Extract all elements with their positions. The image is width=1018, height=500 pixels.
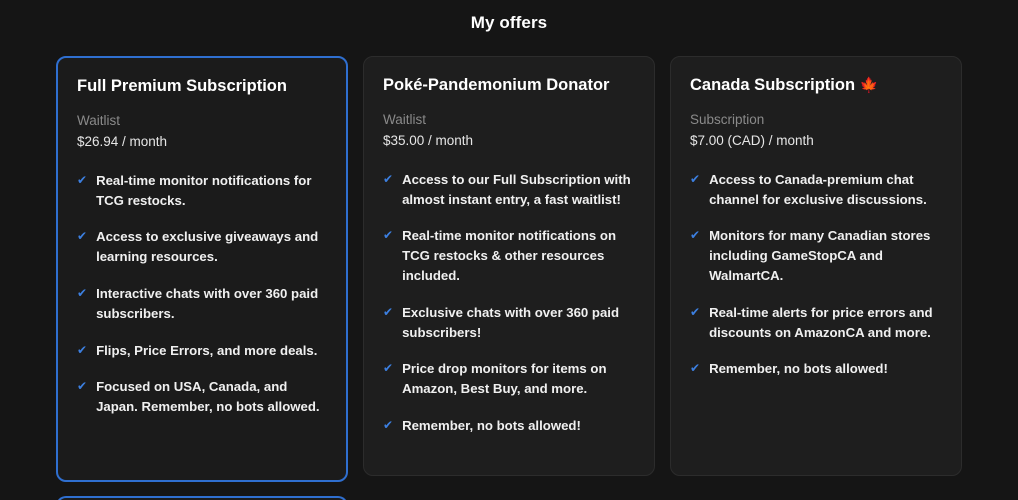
offer-price: $35.00 / month	[383, 132, 474, 148]
list-item	[383, 303, 635, 343]
offer-title-text: Full Premium Subscription	[77, 77, 287, 95]
offer-kind: Waitlist	[77, 112, 120, 128]
feature-text: Exclusive chats with over 360 paid subscribers!	[402, 304, 620, 340]
list-item	[77, 171, 327, 211]
offer-title	[383, 76, 635, 96]
list-item	[77, 377, 327, 417]
offer-card-full-premium-subscription[interactable]	[56, 56, 348, 482]
feature-text: Real-time alerts for price errors and discounts on AmazonCA and more.	[709, 304, 933, 340]
next-offer-card-peek[interactable]	[56, 496, 348, 500]
list-item	[77, 227, 327, 267]
feature-text: Flips, Price Errors, and more deals.	[96, 342, 318, 358]
check-icon: ✔	[77, 285, 88, 300]
feature-text: Monitors for many Canadian stores including GameStopCA and WalmartCA.	[709, 228, 931, 283]
check-icon: ✔	[690, 228, 701, 243]
offer-title-text: Canada Subscription	[690, 76, 856, 94]
offer-card-poke-pandemonium-donator[interactable]	[363, 56, 655, 476]
page-title: My offers	[470, 13, 548, 32]
check-icon: ✔	[77, 342, 88, 357]
offer-kind: Subscription	[690, 111, 765, 127]
check-icon: ✔	[77, 172, 88, 187]
list-item	[77, 284, 327, 324]
feature-text: Real-time monitor notifications for TCG restocks.	[96, 172, 312, 208]
feature-text: Access to our Full Subscription with almost instant entry, a fast waitlist!	[402, 171, 631, 207]
feature-text: Interactive chats with over 360 paid subscribers.	[96, 285, 319, 321]
list-item	[383, 416, 635, 436]
feature-text: Access to Canada-premium chat channel for exclusive discussions.	[709, 171, 927, 207]
check-icon: ✔	[383, 304, 394, 319]
list-item	[690, 359, 942, 379]
check-icon: ✔	[383, 171, 394, 186]
maple-leaf-icon: 🍁	[859, 77, 879, 94]
list-item	[690, 303, 942, 343]
check-icon: ✔	[383, 417, 394, 432]
offer-title-text: Poké-Pandemonium Donator	[383, 76, 610, 94]
list-item	[383, 226, 635, 285]
offer-title	[77, 77, 327, 97]
check-icon: ✔	[383, 228, 394, 243]
offer-feature-list	[383, 170, 635, 436]
feature-text: Remember, no bots allowed!	[709, 361, 888, 377]
list-item	[77, 341, 327, 361]
check-icon: ✔	[690, 304, 701, 319]
check-icon: ✔	[690, 361, 701, 376]
offer-price: $26.94 / month	[77, 133, 168, 149]
feature-text: Access to exclusive giveaways and learning resources.	[96, 229, 319, 265]
check-icon: ✔	[77, 229, 88, 244]
offers-list	[0, 33, 1018, 482]
offer-kind: Waitlist	[383, 111, 426, 127]
offer-title	[690, 76, 942, 96]
feature-text: Price drop monitors for items on Amazon, Best Buy, and more.	[402, 361, 607, 397]
offer-feature-list	[690, 170, 942, 379]
check-icon: ✔	[77, 379, 88, 394]
check-icon: ✔	[690, 171, 701, 186]
feature-text: Focused on USA, Canada, and Japan. Remember, no bots allowed.	[96, 379, 320, 415]
list-item	[383, 170, 635, 210]
list-item	[383, 359, 635, 399]
feature-text: Real-time monitor notifications on TCG restocks & other resources included.	[402, 228, 616, 283]
list-item	[690, 170, 942, 210]
feature-text: Remember, no bots allowed!	[402, 417, 581, 433]
check-icon: ✔	[383, 361, 394, 376]
offer-price: $7.00 (CAD) / month	[690, 132, 814, 148]
offer-card-canada-subscription[interactable]	[670, 56, 962, 476]
offer-feature-list	[77, 171, 327, 417]
list-item	[690, 226, 942, 285]
